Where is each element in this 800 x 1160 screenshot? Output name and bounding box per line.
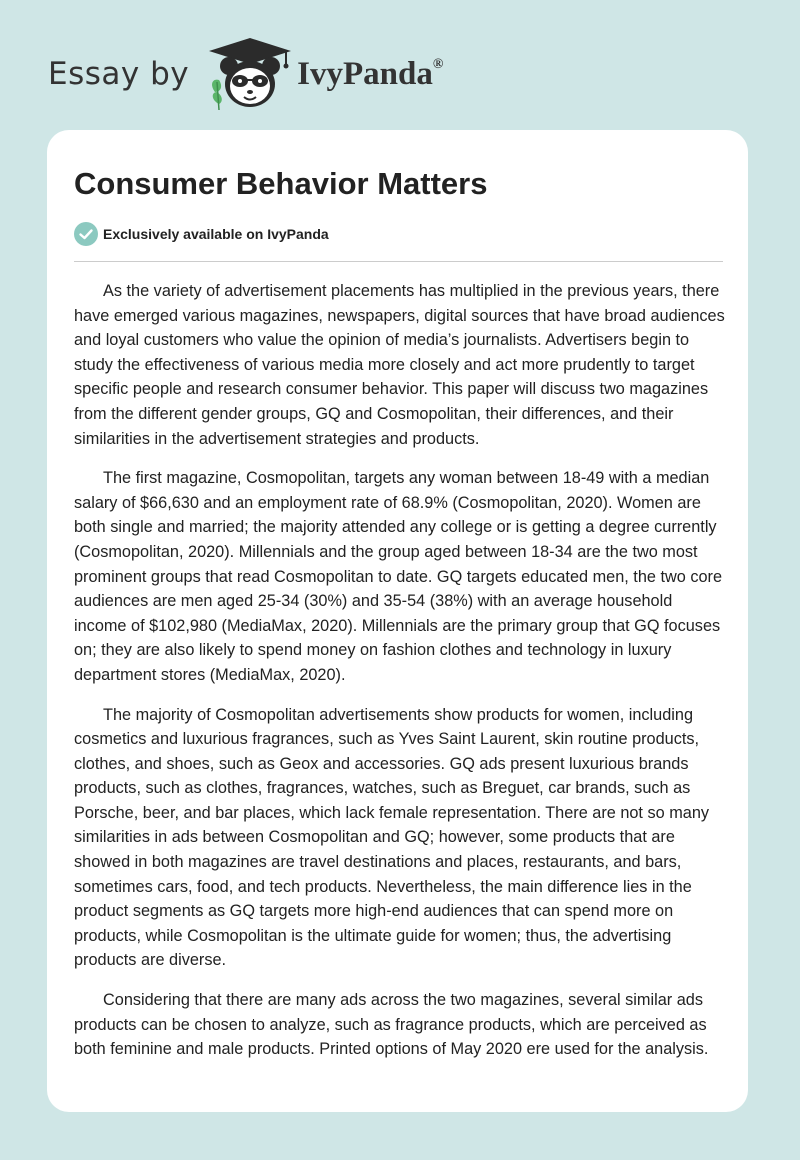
registered-mark: ® [432,56,444,72]
paragraph: The majority of Cosmopolitan advertisements show products for women, including cosmetics and luxurious fragrances, such as Yves Saint Laurent, skin routine products, clothes, and shoes, such as Geox and accessories. GQ ads present luxurious brands products, such as clothes, fragrances, watches, such as Breguet, car brands, such as Porsche, beer, and bar places, which lack female representation. There are not so many similarities in ads between Cosmopolitan and GQ; however, some products that are showed in both magazines are travel destinations and places, restaurants, and bars, sometimes cars, food, and tech products. Nevertheless, the main difference lies in the product segments as GQ targets more high-end audiences that can spend more on products, while Cosmopolitan is the ultimate guide for women; thus, the advertising products are diverse. [74,705,710,970]
paragraph: As the variety of advertisement placements has multiplied in the previous years, there have emerged various magazines, newspapers, digital sources that have broad audiences and loyal customers who value the opinion of media’s journalists. Advertisers begin to study the effectiveness of various media more closely and act more prudently to target specific people and research consumer behavior. This paper will discuss two magazines from the different gender groups, GQ and Cosmopolitan, their differences, and their similarities in the advertisement strategies and products. [74,282,725,448]
essay-card [47,130,748,1112]
paragraph: Considering that there are many ads across the two magazines, several similar ads products can be chosen to analyze, such as fragrance products, which are perceived as both feminine and male products. Printed options of May 2020 ere used for the analysis. [74,991,709,1059]
page-title: Consumer Behavior Matters [74,166,488,201]
paragraph: The first magazine, Cosmopolitan, targets any woman between 18-49 with a median salary of $66,630 and an employment rate of 68.9% (Cosmopolitan, 2020). Women are both single and married; the majority attended any college or is getting a degree currently (Cosmopolitan, 2020). Millennials and the group aged between 18-34 are the two most prominent groups that read Cosmopolitan to date. GQ targets educated men, the two core audiences are men aged 25-34 (30%) and 35-54 (38%) with an average household income of $102,980 (MediaMax, 2020). Millennials are the primary group that GQ focuses on; they are also likely to spend money on fashion clothes and technology in luxury department stores (MediaMax, 2020). [74,469,722,684]
site-header [48,36,443,112]
brand-name [297,56,443,93]
exclusive-badge-label: Exclusively available on IvyPanda [103,226,329,242]
brand-label: IvyPanda [297,55,433,92]
essay-by-label: Essay by [48,56,190,92]
panda-graduation-cap-icon [207,36,293,112]
essay-body [74,279,726,1077]
exclusive-badge [74,222,329,246]
divider [74,261,723,262]
checkmark-circle-icon [74,222,98,246]
